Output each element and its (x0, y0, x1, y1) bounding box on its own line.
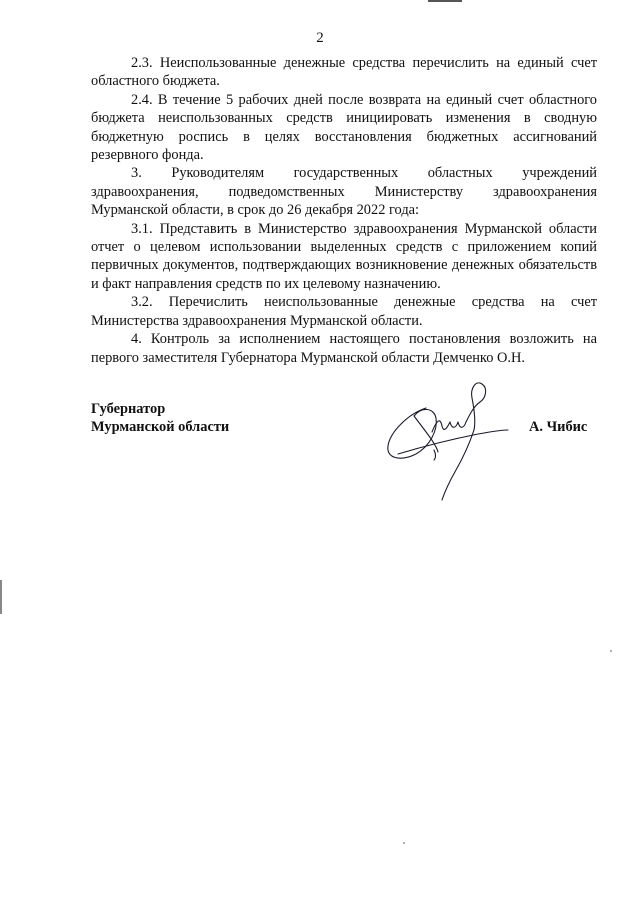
paragraph-2-3: 2.3. Неиспользованные денежные средства перечислить на единый счет областного бюджета. (91, 55, 597, 90)
scan-mark-left (0, 580, 2, 614)
paragraph-3-1: 3.1. Представить в Министерство здравоохранения Мурманской области отчет о целевом использовании выделенных средств с приложением копий первичных документов, подтверждающих возникновение денежных обязательств и факт направления средств по их целевому назначению. (91, 220, 597, 292)
page-number: 2 (316, 30, 324, 46)
handwritten-signature (378, 372, 534, 504)
signer-title (91, 400, 229, 437)
signer-name: А. Чибис (529, 419, 588, 435)
signer-title-line1: Губернатор (91, 401, 166, 417)
scan-speck (403, 842, 405, 844)
document-body (91, 54, 597, 367)
paragraph-3: 3. Руководителям государственных областных учреждений здравоохранения, подведомственных Министерству здравоохранения Мурманской области, в срок до 26 декабря 2022 года: (91, 165, 597, 219)
paragraph-4: 4. Контроль за исполнением настоящего постановления возложить на первого заместителя Губернатора Мурманской области Демченко О.Н. (91, 331, 597, 366)
scan-mark-top (428, 0, 462, 2)
paragraph-2-4: 2.4. В течение 5 рабочих дней после возврата на единый счет областного бюджета неиспользованных средств инициировать изменения в сводную бюджетную роспись в целях восстановления бюджетных ассигнований резервного фонда. (91, 91, 597, 164)
signer-title-line2: Мурманской области (91, 419, 230, 436)
paragraph-3-2: 3.2. Перечислить неиспользованные денежные средства на счет Министерства здравоохранения Мурманской области. (91, 294, 597, 329)
scan-speck (610, 650, 612, 652)
